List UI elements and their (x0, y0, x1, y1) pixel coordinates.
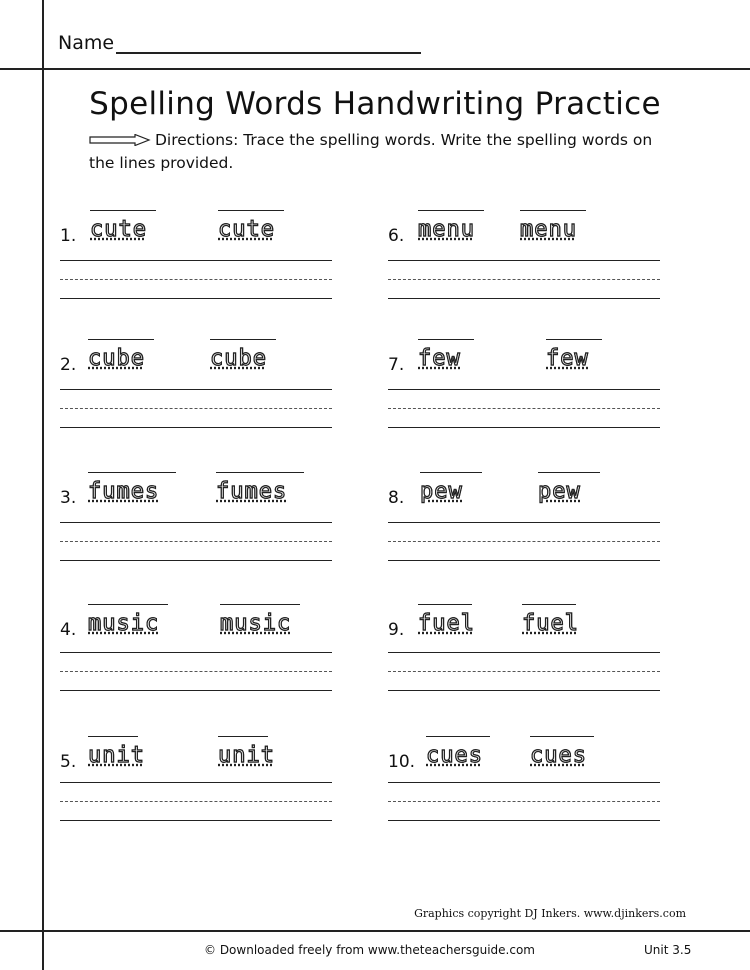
trace-word[interactable]: music (88, 604, 168, 636)
trace-top-line (88, 736, 138, 737)
trace-word[interactable]: cute (218, 210, 284, 242)
margin-line (42, 0, 44, 970)
trace-word[interactable]: music (220, 604, 300, 636)
directions-text: Directions: Trace the spelling words. Write the spelling words on the lines provided. (89, 131, 653, 172)
word-item-9 (388, 590, 668, 690)
trace-top-line (538, 472, 600, 473)
trace-word[interactable]: fuel (522, 604, 579, 636)
trace-top-line (426, 736, 490, 737)
item-number: 6. (388, 226, 405, 246)
trace-word[interactable]: cute (90, 210, 156, 242)
trace-word[interactable]: cube (88, 339, 154, 371)
item-number: 4. (60, 620, 77, 640)
item-number: 10. (388, 752, 416, 772)
item-number: 7. (388, 355, 405, 375)
graphics-copyright: Graphics copyright DJ Inkers. www.djinkers.com (414, 907, 686, 920)
word-item-10 (388, 722, 668, 822)
word-item-5 (60, 722, 340, 822)
trace-top-line (210, 339, 276, 340)
page-title: Spelling Words Handwriting Practice (89, 86, 661, 122)
trace-top-line (90, 210, 156, 211)
trace-top-line (216, 472, 304, 473)
trace-word[interactable]: cube (210, 339, 276, 371)
arrow-icon (89, 130, 151, 152)
footer-rule (0, 930, 750, 932)
trace-word[interactable]: unit (218, 736, 275, 768)
word-item-1 (60, 196, 340, 296)
trace-top-line (88, 604, 168, 605)
word-item-4 (60, 590, 340, 690)
trace-top-line (218, 210, 284, 211)
name-label: Name (58, 32, 115, 54)
trace-top-line (418, 339, 474, 340)
item-number: 3. (60, 488, 77, 508)
word-item-3 (60, 458, 340, 558)
item-number: 2. (60, 355, 77, 375)
trace-top-line (522, 604, 576, 605)
unit-label: Unit 3.5 (644, 943, 692, 957)
item-number: 8. (388, 488, 405, 508)
header-rule (0, 68, 750, 70)
trace-top-line (546, 339, 602, 340)
trace-top-line (88, 339, 154, 340)
trace-top-line (530, 736, 594, 737)
word-item-2 (60, 325, 340, 425)
trace-word[interactable]: fumes (216, 472, 304, 504)
trace-top-line (88, 472, 176, 473)
trace-top-line (420, 472, 482, 473)
directions (89, 129, 679, 174)
item-number: 5. (60, 752, 77, 772)
trace-top-line (520, 210, 586, 211)
trace-top-line (220, 604, 300, 605)
trace-word[interactable]: fuel (418, 604, 475, 636)
trace-top-line (418, 210, 484, 211)
trace-word[interactable]: pew (538, 472, 600, 504)
trace-top-line (218, 736, 268, 737)
word-item-7 (388, 325, 668, 425)
item-number: 1. (60, 226, 77, 246)
trace-word[interactable]: unit (88, 736, 145, 768)
trace-word[interactable]: few (418, 339, 474, 371)
trace-word[interactable]: cues (426, 736, 490, 768)
word-item-6 (388, 196, 668, 296)
trace-word[interactable]: few (546, 339, 602, 371)
name-input-line[interactable] (116, 34, 421, 54)
trace-word[interactable]: pew (420, 472, 482, 504)
trace-top-line (418, 604, 472, 605)
name-row (58, 32, 421, 54)
download-credit: © Downloaded freely from www.theteachersguide.com (204, 943, 535, 957)
trace-word[interactable]: cues (530, 736, 594, 768)
trace-word[interactable]: menu (520, 210, 586, 242)
trace-word[interactable]: menu (418, 210, 484, 242)
trace-word[interactable]: fumes (88, 472, 176, 504)
item-number: 9. (388, 620, 405, 640)
word-item-8 (388, 458, 668, 558)
